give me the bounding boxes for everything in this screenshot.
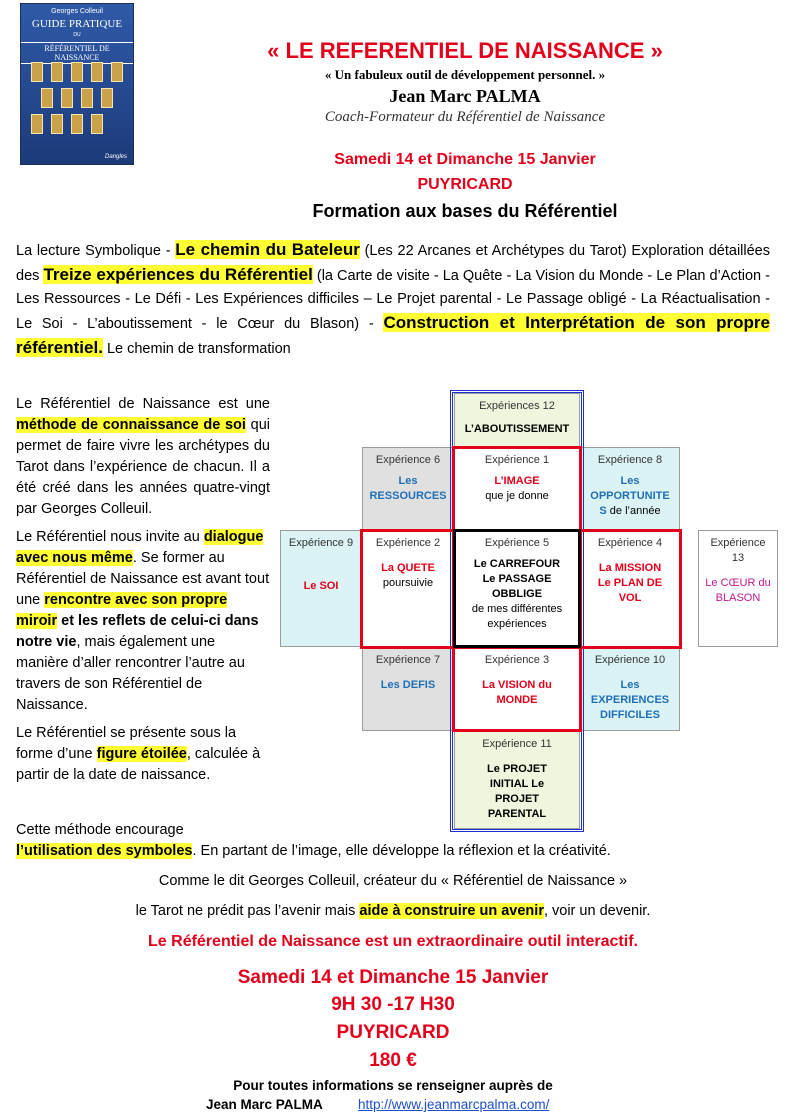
experience-11: Expérience 11 Le PROJET INITIAL Le PROJET PARENTAL bbox=[454, 731, 580, 829]
cover-publisher: Dangles bbox=[104, 154, 127, 160]
formation-title: Formation aux bases du Référentiel bbox=[312, 201, 618, 221]
red-horizontal-frame bbox=[360, 529, 682, 649]
black-center-frame bbox=[453, 529, 581, 648]
left-paragraph-3: Le Référentiel se présente sous la forme d’une figure étoilée, calculée à partir de la date de naissance. bbox=[16, 725, 261, 783]
intro-highlight-treize: Treize expériences du Référentiel bbox=[43, 265, 313, 284]
experience-2: Expérience 2 La QUETE poursuivie bbox=[362, 530, 454, 647]
intro-paragraph bbox=[16, 238, 770, 361]
footer-price: 180 € bbox=[369, 1050, 417, 1071]
bottom-line-4: le Tarot ne prédit pas l’avenir mais aide à construire un avenir, voir un devenir. bbox=[135, 903, 651, 919]
left-paragraph-1: Le Référentiel de Naissance est une méthode de connaissance de soi qui permet de faire vivre les archétypes du Tarot dans l’expérience de chacun. Il a été créé dans les années quatre-vingt par Georges Colleuil. bbox=[16, 396, 270, 517]
cover-title-du: DU bbox=[73, 32, 81, 38]
intro-text: Le chemin de transformation bbox=[102, 341, 291, 357]
event-date: Samedi 14 et Dimanche 15 Janvier bbox=[334, 151, 596, 168]
footer-place: PUYRICARD bbox=[336, 1022, 450, 1043]
intro-text: La lecture Symbolique - bbox=[16, 243, 176, 259]
left-column bbox=[16, 394, 270, 793]
cover-tarot-cards bbox=[31, 62, 125, 152]
blue-vertical-frame bbox=[450, 390, 584, 832]
event-place: PUYRICARD bbox=[417, 176, 513, 193]
highlight-methode: méthode de connaissance de soi bbox=[16, 417, 246, 433]
experience-4: Expérience 4 La MISSION Le PLAN DE VOL bbox=[580, 530, 680, 647]
highlight-avenir: aide à construire un avenir bbox=[359, 903, 544, 919]
experience-6: Expérience 6 Les RESSOURCES bbox=[362, 447, 454, 530]
experience-3: Expérience 3 La VISION du MONDE bbox=[454, 647, 580, 731]
experience-7: Expérience 7 Les DEFIS bbox=[362, 647, 454, 731]
experience-9: Expérience 9 Le SOI bbox=[280, 530, 362, 647]
bottom-line-1: Cette méthode encourage bbox=[16, 822, 184, 838]
footer-date: Samedi 14 et Dimanche 15 Janvier bbox=[237, 967, 549, 988]
experience-5: Expérience 5 Le CARREFOUR Le PASSAGE OBBLIGE de mes différentes expériences bbox=[454, 530, 580, 647]
coach-name: Jean Marc PALMA bbox=[389, 86, 541, 106]
website-link[interactable]: http://www.jeanmarcpalma.com/ bbox=[358, 1097, 550, 1112]
highlight-symboles: l’utilisation des symboles bbox=[16, 843, 193, 859]
cover-subtitle: RÉFÉRENTIEL DE NAISSANCE bbox=[21, 42, 133, 64]
page-subtitle: « Un fabuleux outil de développement personnel. » bbox=[324, 67, 606, 82]
highlight-dialogue: dialogue avec nous même bbox=[16, 529, 264, 566]
bottom-line-2: l’utilisation des symboles. En partant de l’image, elle développe la réflexion et la créativité. bbox=[16, 843, 611, 859]
intro-text: (la Carte de visite - La Quête - La Vision du Monde - Le Plan d’Action - Les Ressources - Le Défi - Les Expériences difficiles – Le Projet parental - Le Passage obligé - La Réactualisation - Le Soi - L’aboutissement - le Cœur du Blason) - bbox=[16, 268, 770, 332]
highlight-miroir: rencontre avec son propre miroir bbox=[16, 592, 228, 629]
intro-highlight-bateleur: Le chemin du Bateleur bbox=[175, 240, 360, 259]
tagline: Le Référentiel de Naissance est un extraordinaire outil interactif. bbox=[148, 933, 638, 950]
book-cover-image bbox=[20, 3, 134, 165]
page-title: « LE REFERENTIEL DE NAISSANCE » bbox=[267, 38, 663, 63]
highlight-figure: figure étoilée bbox=[96, 746, 187, 762]
bottom-line-3: Comme le dit Georges Colleuil, créateur du « Référentiel de Naissance » bbox=[158, 873, 628, 889]
left-paragraph-2: Le Référentiel nous invite au dialogue avec nous même. Se former au Référentiel de Naissance est avant tout une rencontre avec son propre miroir et les reflets de celui-ci dans notre vie, mais également une manière d’aller rencontrer l’autre au travers de son Référentiel de Naissance. bbox=[16, 529, 270, 713]
footer-contact: Jean Marc PALMA bbox=[206, 1097, 323, 1112]
experience-12: Expériences 12 L’ABOUTISSEMENT bbox=[454, 393, 580, 447]
experience-8: Expérience 8 Les OPPORTUNITE S de l’année bbox=[580, 447, 680, 530]
experience-10: Expérience 10 Les EXPERIENCES DIFFICILES bbox=[580, 647, 680, 731]
footer-hours: 9H 30 -17 H30 bbox=[331, 994, 455, 1015]
intro-text: (Les 22 Arcanes et Archétypes du Tarot) Exploration détaillées des bbox=[16, 243, 770, 284]
bold-reflets: et les reflets de celui-ci dans notre vie bbox=[16, 613, 259, 650]
coach-role: Coach-Formateur du Référentiel de Naissance bbox=[324, 109, 606, 125]
experience-13: Expérience 13 Le CŒUR du BLASON bbox=[698, 530, 778, 647]
footer-info: Pour toutes informations se renseigner auprès de bbox=[233, 1078, 553, 1093]
intro-highlight-construction: Construction et Interprétation de son propre référentiel. bbox=[16, 313, 770, 357]
experience-1: Expérience 1 L’IMAGE que je donne bbox=[454, 447, 580, 530]
cover-title: GUIDE PRATIQUE bbox=[31, 18, 123, 30]
cover-author: Georges Colleuil bbox=[51, 8, 103, 15]
red-vertical-frame bbox=[452, 446, 582, 732]
